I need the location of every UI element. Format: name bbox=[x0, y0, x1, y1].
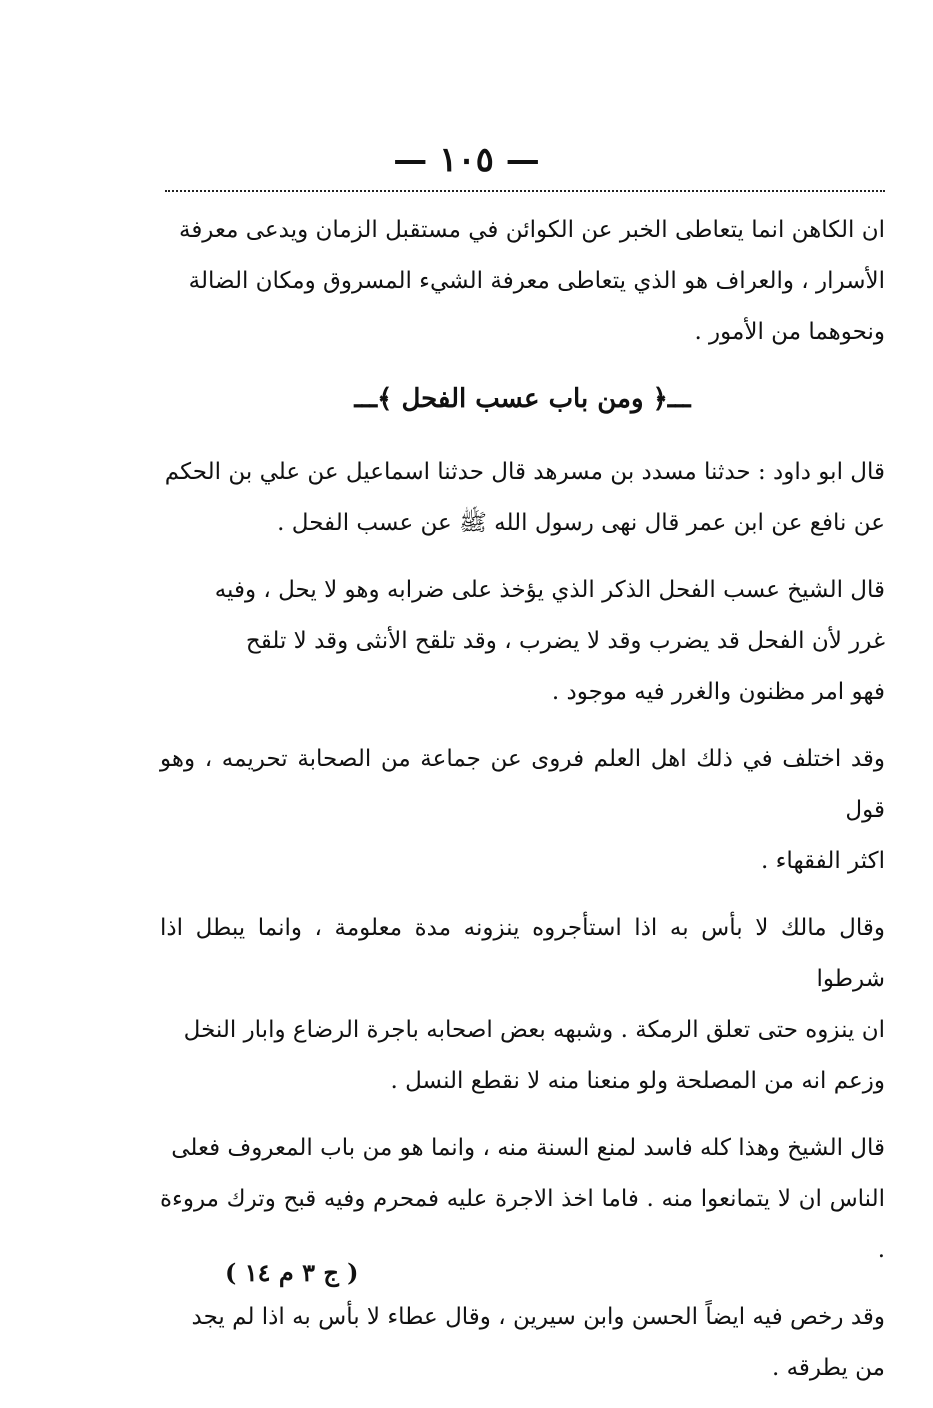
paragraph-4: وقد اختلف في ذلك اهل العلم فروى عن جماعة من الصحابة تحريمه ، وهو قول اكثر الفقهاء . bbox=[160, 746, 885, 874]
paragraph-3: قال الشيخ عسب الفحل الذكر الذي يؤخذ على ضرابه وهو لا يحل ، وفيه غرر لأن الفحل قد يضرب وقد لا يضرب ، وقد تلقح الأنثى وقد لا تلقح فهو امر مظنون والغرر فيه موجود . bbox=[214, 577, 885, 705]
paragraph-6: قال الشيخ وهذا كله فاسد لمنع السنة منه ، وانما هو من باب المعروف فعلى الناس ان لا يتمانعوا منه . فاما اخذ الاجرة عليه فمحرم وفيه قبح وترك مروءة . bbox=[160, 1135, 885, 1263]
section-heading: ـــ﴿ ومن باب عسب الفحل ﴾ـــ bbox=[354, 384, 691, 414]
page-number: — ١٠٥ — bbox=[393, 140, 540, 180]
main-text bbox=[160, 205, 885, 1408]
volume-footer: ( ج ٣ م ١٤ ) bbox=[225, 1258, 359, 1287]
header-rule bbox=[165, 190, 885, 192]
paragraph-1: ان الكاهن انما يتعاطى الخبر عن الكوائن في مستقبل الزمان ويدعى معرفة الأسرار ، والعراف هو الذي يتعاطى معرفة الشيء المسروق ومكان الضالة ونحوهما من الأمور . bbox=[178, 217, 885, 345]
paragraph-5: وقال مالك لا بأس به اذا استأجروه ينزونه مدة معلومة ، وانما يبطل اذا شرطوا ان ينزوه حتى تعلق الرمكة . وشبهه بعض اصحابه باجرة الرضاع وابار النخل وزعم انه من المصلحة ولو منعنا منه لا نقطع النسل . bbox=[160, 915, 885, 1094]
paragraph-2: قال ابو داود : حدثنا مسدد بن مسرهد قال حدثنا اسماعيل عن علي بن الحكم عن نافع عن ابن عمر قال نهى رسول الله ﷺ عن عسب الفحل . bbox=[164, 459, 885, 536]
paragraph-7: وقد رخص فيه ايضاً الحسن وابن سيرين ، وقال عطاء لا بأس به اذا لم يجد من يطرقه . bbox=[191, 1304, 885, 1381]
